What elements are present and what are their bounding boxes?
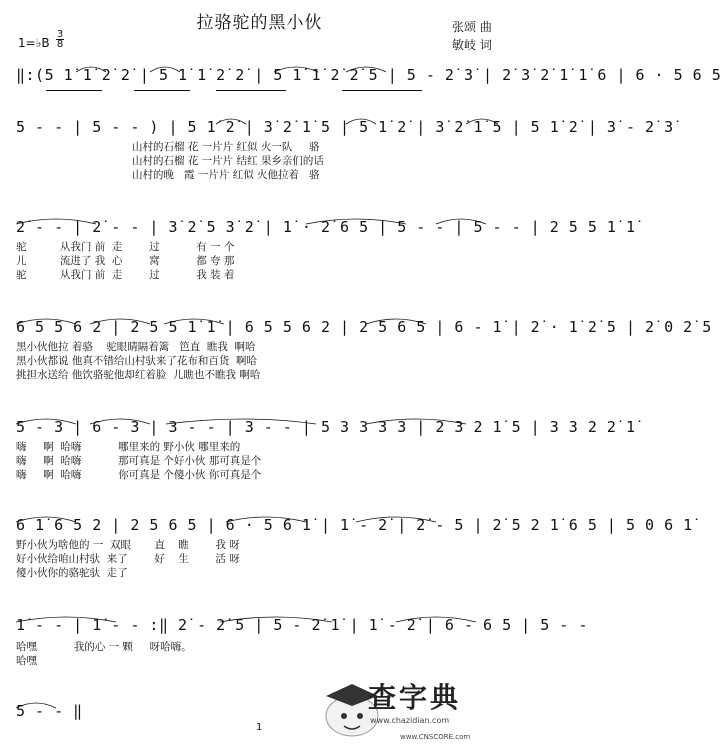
- notation-line: 6 1̇ 6 5 2 | 2 5 6 5 | 6 · 5 6 1̇ | 1̇ - 2̇ | 2̇ - 5 | 2̇ 5 2 1̇ 6 5 | 5 0 6 1̇: [16, 516, 693, 534]
- beam-line: [134, 90, 190, 91]
- lyric-verse-3: 嗨 啊 哈嗨 你可真是 个傻小伙 你可真是个: [16, 469, 262, 481]
- score-system-4: [16, 312, 712, 392]
- lyric-verse-2: 儿 流进了 我 心 窝 都 夸 那: [16, 255, 235, 267]
- lyric-verse-1: 驼 从我门 前 走 过 有 一 个: [16, 241, 235, 253]
- lyric-verse-1: 野小伙为啥他的 一 双眼 直 瞧 我 呀: [16, 539, 240, 551]
- notation-line: 6 5 5 6 2 | 2 5 5 1̇ 1̇ | 6 5 5 6 2 | 2 5 6 5 | 6 - 1̇ | 2̇ · 1̇ 2̇ 5 | 2̇ 0 2̇ 5: [16, 318, 712, 336]
- notation-line: 2̇ - - | 2̇ - - | 3̇ 2̇ 5 3̇ 2̇ | 1̇ · 2̇ 6 5 | 5 - - | 5 - - | 2 5 5 1̇ 1̇: [16, 218, 636, 236]
- score-system-1: [16, 60, 721, 100]
- lyric-verse-2: 好小伙给咱山村驮 来了 好 生 活 呀: [16, 553, 240, 565]
- time-signature: [56, 30, 64, 49]
- logo-url: www.chazidian.com: [370, 716, 450, 725]
- lyric-verse-3: 傻小伙你的骆驼驮 走了: [16, 567, 128, 579]
- score-system-2: [16, 112, 674, 192]
- logo-text: 查字典: [368, 681, 462, 714]
- score-system-3: [16, 212, 636, 292]
- notation-line: 5 - 3 | 6 - 3 | 3 - - | 3 - - | 5 3 3 3 3 | 2 3 2 1̇ 5 | 3 3 2 2̇ 1̇: [16, 418, 636, 436]
- lyric-verse-2: 嗨 啊 哈嗨 那可真是 个好小伙 那可真是个: [16, 455, 262, 467]
- lyric-verse-3: 驼 从我门 前 走 过 我 装 着: [16, 269, 235, 281]
- lyricist-credit: 敏岐 词: [452, 38, 492, 52]
- lyric-verse-3: 山村的晚 霞 一片片 红似 火他拉着 骆: [132, 169, 320, 181]
- key-signature: 1=♭B: [18, 36, 50, 50]
- notation-line: 1̇ - - | 1̇ - - :‖ 2̇ - 2̇ 5 | 5 - 2̇ 1̇ | 1̇ - 2̇ | 6 - 6 5 | 5 - -: [16, 616, 588, 634]
- lyric-verse-1: 哈嘿 我的心 一 颗 呀哈嗨。: [16, 641, 192, 653]
- time-top: 3: [56, 29, 64, 40]
- lyric-verse-1: 山村的石榴 花 一片片 红似 火一队 骆: [132, 141, 320, 153]
- composer-credit: 张颂 曲: [452, 20, 492, 34]
- lyric-verse-2: 哈嘿: [16, 655, 37, 667]
- score-system-5: [16, 412, 636, 492]
- notation-line: 5 - - | 5 - - ) | 5 1̇ 2̇ | 3̇ 2̇ 1̇ 5 | 5 1̇ 2̇ | 3̇ 2̇ 1̇ 5 | 5 1̇ 2̇ | 3̇ - 2̇ 3̇: [16, 118, 674, 136]
- time-bottom: 8: [56, 39, 64, 50]
- lyric-verse-2: 山村的石榴 花 一片片 结红 果乡亲们的话: [132, 155, 324, 167]
- lyric-verse-1: 黑小伙他拉 着骆 驼眼睛隔着篱 笆直 瞧我 啊哈: [16, 341, 256, 353]
- beam-line: [46, 90, 102, 91]
- notation-line: ‖:(5 1̇ 1̇ 2̇ 2̇ | 5 1̇ 1̇ 2̇ 2̇ | 5 1̇ 1̇ 2̇ 2̇ 5 | 5 - 2̇ 3̇ | 2̇ 3̇ 2̇ 1̇ 1̇ 6 | 6 · 5 6 5: [16, 66, 721, 84]
- song-title: 拉骆驼的黑小伙: [196, 13, 323, 33]
- lyric-verse-3: 挑担水送给 他饮骆驼他却红着脸 儿瞧也不瞧我 啊哈: [16, 369, 261, 381]
- beam-line: [342, 90, 422, 91]
- lyric-verse-1: 嗨 啊 哈嗨 哪里来的 野小伙 哪里来的: [16, 441, 241, 453]
- lyric-verse-2: 黑小伙都说 他真不错给山村驮来了花布和百货 啊哈: [16, 355, 258, 367]
- score-system-6: [16, 510, 693, 590]
- notation-line: 5 - - ‖: [16, 702, 83, 720]
- logo-url-secondary: www.CNSCORE.com: [400, 733, 471, 741]
- score-system-7: [16, 610, 588, 670]
- beam-line: [216, 90, 286, 91]
- page-number: 1: [256, 722, 263, 733]
